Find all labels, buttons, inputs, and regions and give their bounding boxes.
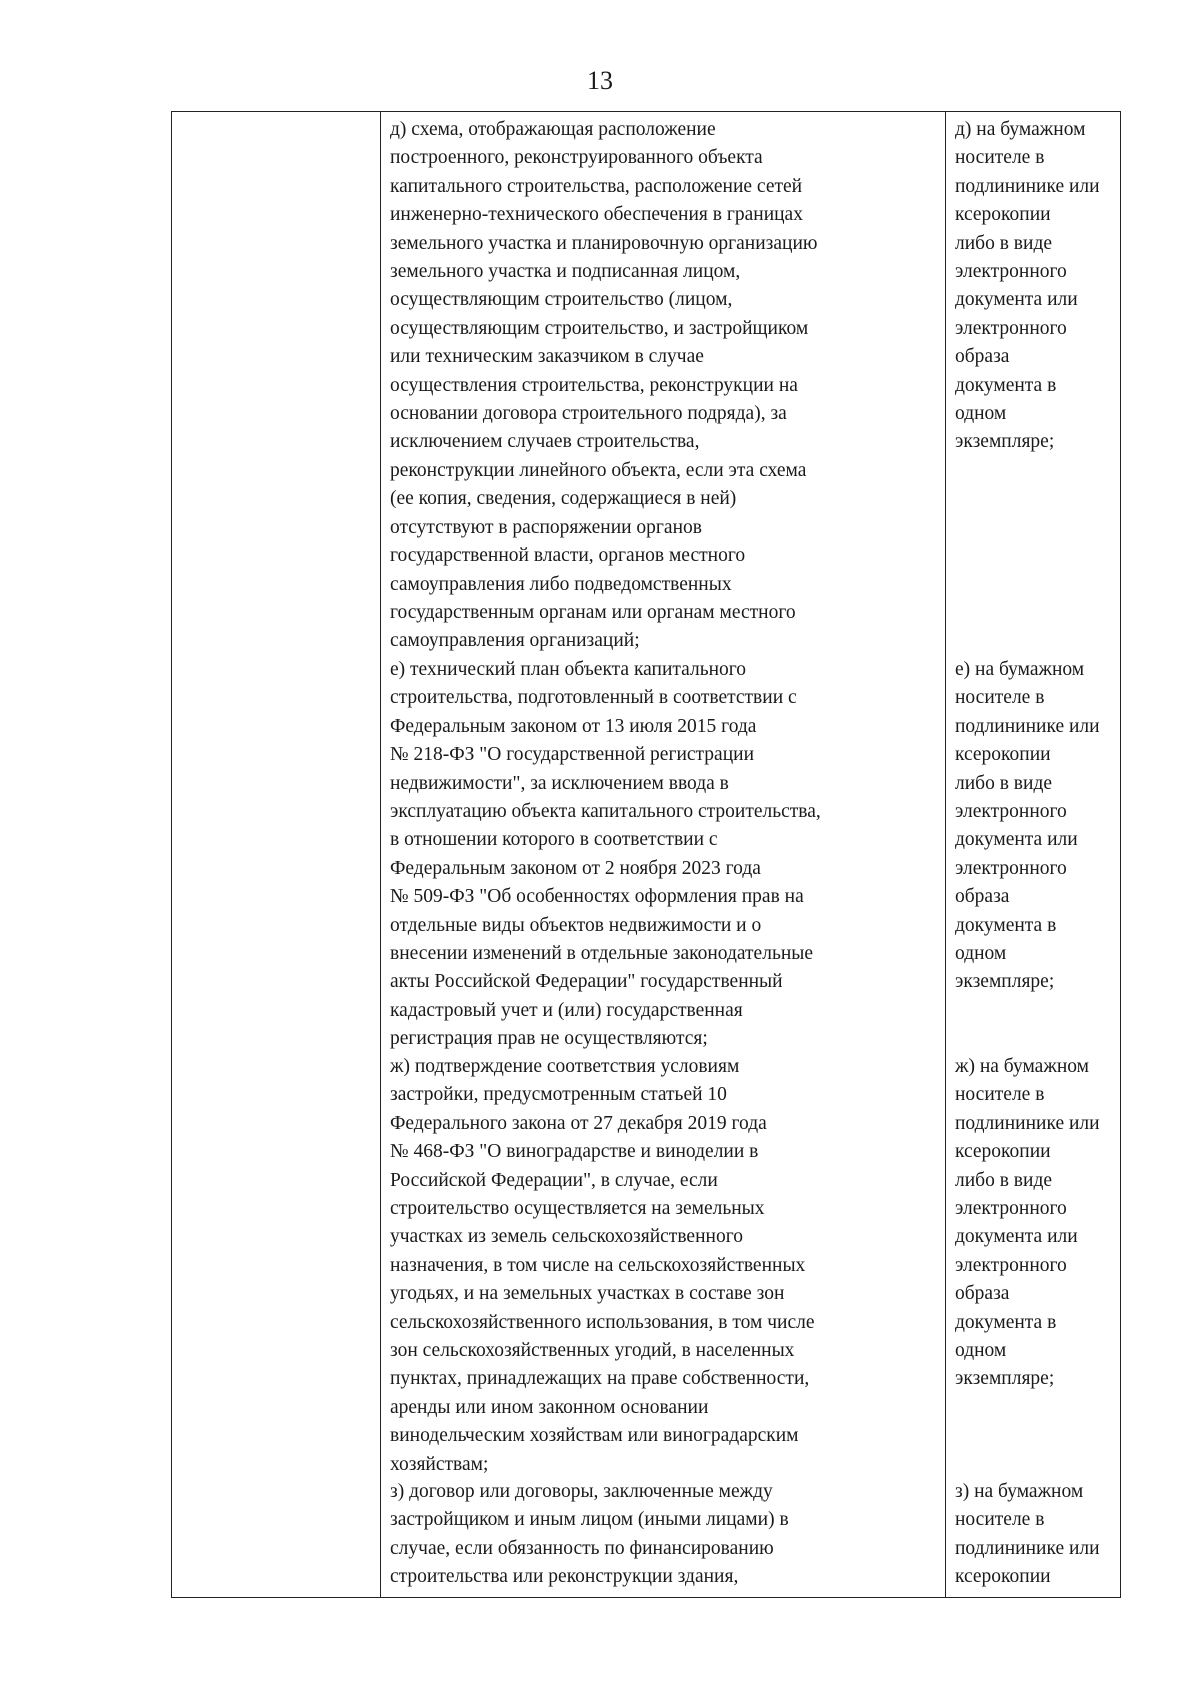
submission-format-cell: ж) на бумажном носителе в подлининике или ксерокопии либо в виде электронного документа или электронного образа документа в одном экземпляре; — [955, 1056, 1100, 1390]
column-divider — [945, 112, 946, 1597]
document-description-cell: з) договор или договоры, заключенные между застройщиком и иным лицом (иными лицами) в случае, если обязанность по финансированию строительства или реконструкции здания, — [390, 1481, 789, 1588]
column-divider — [380, 112, 381, 1597]
document-table — [171, 111, 1121, 1598]
document-description-cell: ж) подтверждение соответствия условиям застройки, предусмотренным статьей 10 Федерального закона от 27 декабря 2019 года № 468-ФЗ "О виноградарстве и виноделии в Российской Федерации", в случае, если строительство осуществляется на земельных участках из земель сельскохозяйственного назначения, в том числе на сельскохозяйственных угодьях, и на земельных участках в составе зон сельскохозяйственного использования, в том числе зон сельскохозяйственных угодий, в населенных пунктах, принадлежащих на праве собственности, аренды или ином законном основании винодельческим хозяйствам или виноградарским хозяйствам; — [390, 1056, 815, 1475]
submission-format-cell: е) на бумажном носителе в подлининике или ксерокопии либо в виде электронного документа или электронного образа документа в одном экземпляре; — [955, 659, 1100, 993]
page-number: 13 — [587, 66, 613, 95]
document-description-cell: д) схема, отображающая расположение построенного, реконструированного объекта капитального строительства, расположение сетей инженерно-технического обеспечения в границах земельного участка и планировочную организацию земельного участка и подписанная лицом, осуществляющим строительство (лицом, осуществляющим строительство, и застройщиком или техническим заказчиком в случае осуществления строительства, реконструкции на основании договора строительного подряда), за исключением случаев строительства, реконструкции линейного объекта, если эта схема (ее копия, сведения, содержащиеся в ней) отсутствуют в распоряжении органов государственной власти, органов местного самоуправления либо подведомственных государственным органам или органам местного самоуправления организаций; — [390, 119, 818, 652]
document-description-cell: е) технический план объекта капитального строительства, подготовленный в соответствии с Федеральным законом от 13 июля 2015 года № 218-ФЗ "О государственной регистрации недвижимости", за исключением ввода в эксплуатацию объекта капитального строительства, в отношении которого в соответствии с Федеральным законом от 2 ноября 2023 года № 509-ФЗ "Об особенностях оформления прав на отдельные виды объектов недвижимости и о внесении изменений в отдельные законодательные акты Российской Федерации" государственный кадастровый учет и (или) государственная регистрация прав не осуществляются; — [390, 659, 821, 1050]
submission-format-cell: з) на бумажном носителе в подлининике или ксерокопии — [955, 1481, 1100, 1588]
submission-format-cell: д) на бумажном носителе в подлининике или ксерокопии либо в виде электронного документа или электронного образа документа в одном экземпляре; — [955, 119, 1100, 453]
